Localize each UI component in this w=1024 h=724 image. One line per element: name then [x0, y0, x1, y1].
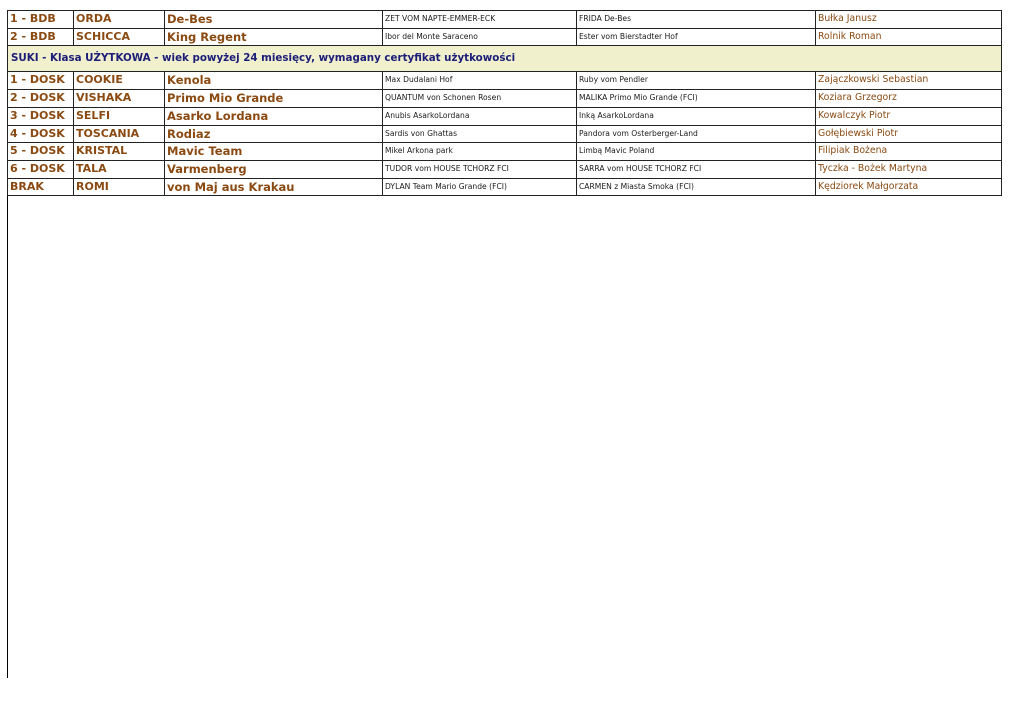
placement-cell: 1 - DOSK — [8, 72, 74, 90]
results-table — [7, 10, 1002, 196]
dam-cell: Pandora vom Osterberger-Land — [577, 125, 816, 143]
section-header-row — [8, 46, 1002, 72]
table-row — [8, 11, 1002, 29]
owner-cell: Tyczka - Bożek Martyna — [816, 160, 1002, 178]
owner-cell: Filipiak Bożena — [816, 143, 1002, 161]
kennel-cell: Rodiaz — [165, 125, 383, 143]
owner-cell: Kędziorek Małgorzata — [816, 178, 1002, 196]
dog-name-cell: VISHAKA — [74, 90, 165, 108]
table-row — [8, 90, 1002, 108]
sire-cell: QUANTUM von Schonen Rosen — [383, 90, 577, 108]
dam-cell: Ester vom Bierstadter Hof — [577, 28, 816, 46]
kennel-cell: von Maj aus Krakau — [165, 178, 383, 196]
dam-cell: Inką AsarkoLordana — [577, 107, 816, 125]
dog-name-cell: TOSCANIA — [74, 125, 165, 143]
placement-cell: BRAK — [8, 178, 74, 196]
kennel-cell: Varmenberg — [165, 160, 383, 178]
dam-cell: MALIKA Primo Mio Grande (FCI) — [577, 90, 816, 108]
dam-cell: CARMEN z Miasta Smoka (FCI) — [577, 178, 816, 196]
sire-cell: Ibor del Monte Saraceno — [383, 28, 577, 46]
owner-cell: Zajączkowski Sebastian — [816, 72, 1002, 90]
table-row — [8, 125, 1002, 143]
placement-cell: 1 - BDB — [8, 11, 74, 29]
owner-cell: Rolnik Roman — [816, 28, 1002, 46]
kennel-cell: Mavic Team — [165, 143, 383, 161]
table-row — [8, 72, 1002, 90]
table-row — [8, 160, 1002, 178]
dam-cell: Limbą Mavic Poland — [577, 143, 816, 161]
placement-cell: 5 - DOSK — [8, 143, 74, 161]
kennel-cell: Primo Mio Grande — [165, 90, 383, 108]
placement-cell: 3 - DOSK — [8, 107, 74, 125]
sire-cell: DYLAN Team Mario Grande (FCI) — [383, 178, 577, 196]
table-row — [8, 28, 1002, 46]
section-title: SUKI - Klasa UŻYTKOWA - wiek powyżej 24 miesięcy, wymagany certyfikat użytkowości — [8, 46, 1002, 72]
dog-name-cell: ROMI — [74, 178, 165, 196]
placement-cell: 2 - DOSK — [8, 90, 74, 108]
sire-cell: Mikel Arkona park — [383, 143, 577, 161]
sire-cell: ZET VOM NAPTE-EMMER-ECK — [383, 11, 577, 29]
owner-cell: Gołębiewski Piotr — [816, 125, 1002, 143]
kennel-cell: Asarko Lordana — [165, 107, 383, 125]
dam-cell: Ruby vom Pendler — [577, 72, 816, 90]
sire-cell: Sardis von Ghattas — [383, 125, 577, 143]
placement-cell: 6 - DOSK — [8, 160, 74, 178]
sire-cell: TUDOR vom HOUSE TCHORZ FCI — [383, 160, 577, 178]
dog-name-cell: SCHICCA — [74, 28, 165, 46]
dog-name-cell: COOKIE — [74, 72, 165, 90]
dog-name-cell: SELFI — [74, 107, 165, 125]
kennel-cell: Kenola — [165, 72, 383, 90]
dog-name-cell: TALA — [74, 160, 165, 178]
kennel-cell: De-Bes — [165, 11, 383, 29]
owner-cell: Kowalczyk Piotr — [816, 107, 1002, 125]
placement-cell: 4 - DOSK — [8, 125, 74, 143]
table-row — [8, 107, 1002, 125]
sire-cell: Max Dudalani Hof — [383, 72, 577, 90]
dam-cell: FRIDA De-Bes — [577, 11, 816, 29]
page-left-rule — [7, 196, 8, 678]
sire-cell: Anubis AsarkoLordana — [383, 107, 577, 125]
owner-cell: Bułka Janusz — [816, 11, 1002, 29]
kennel-cell: King Regent — [165, 28, 383, 46]
placement-cell: 2 - BDB — [8, 28, 74, 46]
table-row — [8, 178, 1002, 196]
owner-cell: Koziara Grzegorz — [816, 90, 1002, 108]
dam-cell: SARRA vom HOUSE TCHORZ FCI — [577, 160, 816, 178]
table-row — [8, 143, 1002, 161]
dog-name-cell: KRISTAL — [74, 143, 165, 161]
dog-name-cell: ORDA — [74, 11, 165, 29]
